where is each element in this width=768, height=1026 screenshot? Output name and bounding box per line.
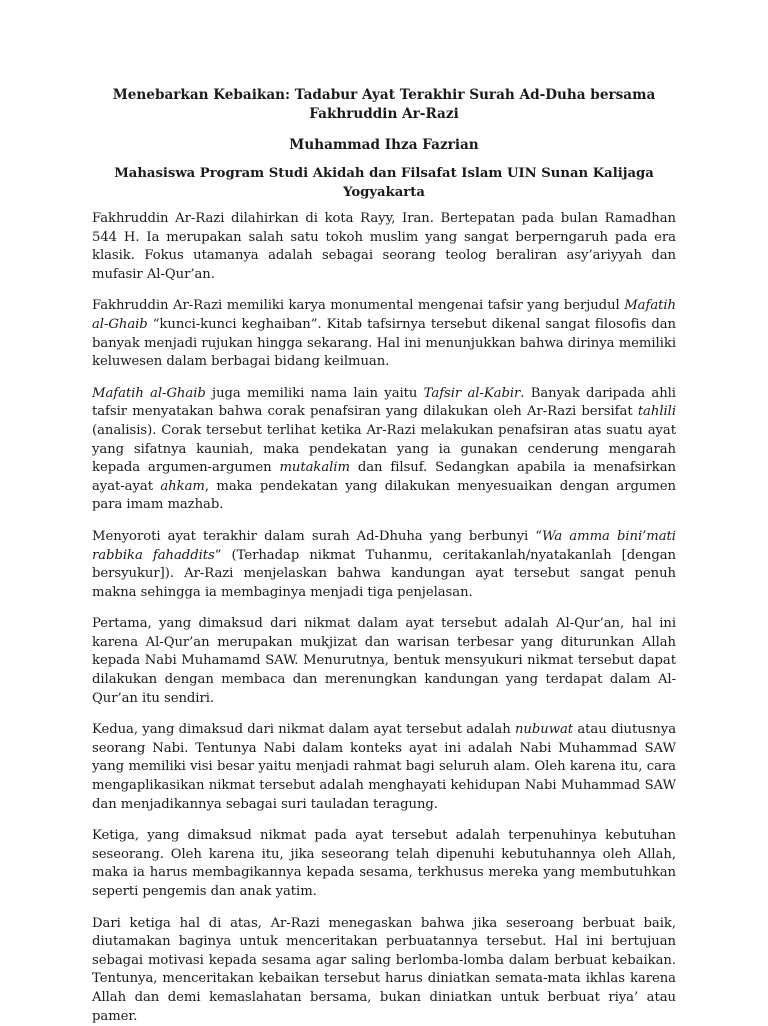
text-run: ” (Terhadap nikmat Tuhanmu, ceritakanlah/nyatakanlah [dengan bersyukur]). Ar-Razi menjelaskan bahwa kandungan ayat tersebut sangat penuh makna sehingga ia membaginya menjadi tiga penjelasan.: [92, 547, 676, 600]
italic-term: Wa amma bini’mati rabbika fahaddits: [92, 528, 676, 563]
text-run: (analisis). Corak tersebut terlihat ketika Ar-Razi melakukan penafsiran atas suatu ayat yang sifatnya kauniah, maka pendekatan yang ia gunakan cenderung mengarah kepada argumen-argumen: [92, 422, 676, 476]
paragraph: [92, 210, 676, 284]
text-run: juga memiliki nama lain yaitu: [205, 385, 424, 401]
italic-term: ahkam: [160, 478, 205, 494]
italic-term: Mafatih al-Ghaib: [92, 385, 206, 401]
text-run: Ketiga, yang dimaksud nikmat pada ayat tersebut adalah terpenuhinya kebutuhan seseorang. Oleh karena itu, jika seseorang telah dipenuhi kebutuhannya oleh Allah, maka ia harus membagikannya kepada sesama, terkhusus mereka yang membutuhkan seperti pengemis dan anak yatim.: [92, 828, 676, 899]
paragraph: [92, 528, 676, 602]
document-title: Menebarkan Kebaikan: Tadabur Ayat Terakhir Surah Ad-Duha bersama Fakhruddin Ar-Razi: [112, 87, 656, 122]
paragraph: [92, 721, 676, 814]
author-name: Muhammad Ihza Fazrian: [289, 137, 479, 153]
text-run: atau diutusnya seorang Nabi. Tentunya Nabi dalam konteks ayat ini adalah Nabi Muhammad SAW yang memiliki visi besar yaitu menjadi rahmat bagi seluruh alam. Oleh karena itu, cara mengaplikasikan nikmat tersebut adalah menghayati kehidupan Nabi Muhammad SAW dan menjadikannya sebagai suri tauladan teragung.: [92, 722, 677, 812]
italic-term: tahlili: [637, 404, 676, 420]
text-run: Pertama, yang dimaksud dari nikmat dalam ayat tersebut adalah Al-Qur’an, hal ini karena Al-Qur’an merupakan mukjizat dan warisan terbesar yang diturunkan Allah kepada Nabi Muhamamd SAW. Menurutnya, bentuk mensyukuri nikmat tersebut dapat dilakukan dengan membaca dan merenungkan kandungan yang terdapat dalam Al-Qur’an itu sendiri.: [92, 616, 676, 706]
italic-term: Tafsir al-Kabir: [423, 385, 521, 401]
text-run: . Banyak daripada ahli tafsir menyatakan bahwa corak penafsiran yang dilakukan oleh Ar-Razi bersifat: [92, 385, 676, 420]
text-run: “kunci-kunci keghaiban”. Kitab tafsirnya tersebut dikenal sangat filosofis dan banyak menjadi rujukan hingga sekarang. Hal ini menunjukkan bahwa dirinya memiliki keluwesen dalam berbagai bidang keilmuan.: [92, 316, 676, 370]
text-run: Menyoroti ayat terakhir dalam surah Ad-Dhuha yang berbunyi “: [92, 528, 542, 544]
italic-term: Mafatih al-Ghaib: [92, 298, 676, 332]
paragraph: [92, 297, 676, 371]
paragraph: [92, 385, 676, 515]
paragraph: [92, 615, 676, 708]
paragraph: [92, 915, 676, 1026]
italic-term: mutakalim: [279, 460, 350, 476]
text-run: Fakhruddin Ar-Razi dilahirkan di kota Rayy, Iran. Bertepatan pada bulan Ramadhan 544 H. Ia merupakan salah satu tokoh muslim yang sangat berperngaruh pada era klasik. Fokus utamanya adalah sebagai seorang teolog beraliran asy’ariyyah dan mufasir Al-Qur’an.: [92, 211, 676, 282]
article-body: [92, 210, 676, 1026]
text-run: dan filsuf. Sedangkan apabila ia menafsirkan ayat-ayat: [92, 460, 676, 494]
text-run: , maka pendekatan yang dilakukan menyesuaikan dengan argumen para imam mazhab.: [92, 478, 676, 513]
author-affiliation: Mahasiswa Program Studi Akidah dan Filsafat Islam UIN Sunan Kalijaga Yogyakarta: [114, 166, 654, 200]
text-run: Fakhruddin Ar-Razi memiliki karya monumental mengenai tafsir yang berjudul: [92, 298, 625, 314]
text-run: Kedua, yang dimaksud dari nikmat dalam ayat tersebut adalah: [92, 722, 515, 738]
text-run: Dari ketiga hal di atas, Ar-Razi menegaskan bahwa jika seseroang berbuat baik, diutamakan baginya untuk menceritakan perbuatannya tersebut. Hal ini bertujuan sebagai motivasi kepada sesama agar saling berlomba-lomba dalam berbuat kebaikan. Tentunya, menceritakan kebaikan tersebut harus diniatkan semata-mata ikhlas karena Allah dan demi kemaslahatan bersama, bukan diniatkan untuk berbuat riya’ atau pamer.: [92, 915, 676, 1024]
paragraph: [92, 827, 676, 901]
italic-term: nubuwat: [514, 722, 574, 738]
